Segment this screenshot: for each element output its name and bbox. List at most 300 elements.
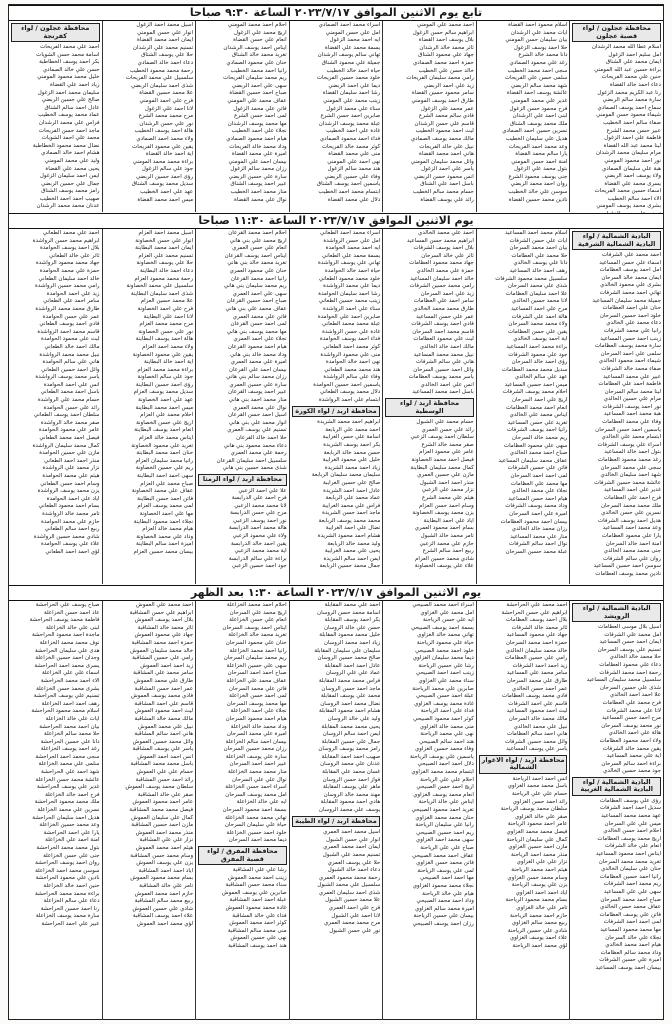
candidate-name: مازن احمد حسين الغزاوي (508, 844, 568, 851)
candidate-name: حلا محمد علي العظامات (511, 252, 568, 259)
candidate-name: بسمة محمد علي الطعاني (322, 252, 381, 259)
candidate-name: حازم علي محمد الحوامدة (41, 518, 100, 525)
candidate-name: شادي علي حسين العموش (132, 905, 194, 912)
candidate-name: رزان محمد خالد الخالدي (511, 526, 568, 533)
candidate-name: مرح احمد حسن المساعيد (601, 715, 661, 722)
candidate-name: يسرى محمد احمد الحراحشة (34, 662, 100, 669)
candidate-name: ايناس محمد خالد العزام (138, 435, 194, 442)
session-columns (9, 601, 663, 1020)
candidate-name: يقين احمد خالد الدرابسة (230, 540, 287, 547)
candidate-name: نهى علي محمد الرياحنة (420, 731, 474, 738)
candidate-name: مرام علي حسين الخالدي (603, 396, 661, 403)
candidate-name: بيسان احمد علي القرعان (228, 366, 287, 373)
candidate-name: لمى احمد احمد السرحان (510, 473, 568, 479)
candidate-name: تهاني سالم يوسف الرشدان (317, 52, 381, 59)
candidate-name: منذر احمد احمد الطعاني (43, 457, 100, 464)
district-title: البادية الشمالية / لواء الرويشد (572, 603, 661, 622)
candidate-name: يقين علي حسن العظامات (507, 328, 568, 335)
candidate-name: نجلاء علي خالد السرحان (605, 934, 661, 941)
name-column (289, 229, 383, 584)
candidate-name: صقر علي خالد المشاقبة (137, 791, 194, 798)
candidate-name: اسماء حسين محمد الفريحات (594, 188, 661, 195)
candidate-name: ايات علي حسن الشرفات (509, 237, 568, 244)
candidate-name: لانا احمد علي الشبول (331, 912, 381, 919)
candidate-name: ريم محمد خالد السرحان (511, 435, 568, 442)
candidate-name: نزار علي علي المشاقبة (139, 837, 194, 844)
candidate-name: علاء علي يوسف الحوامدة (40, 541, 100, 548)
candidate-name: علاء احمد يوسف المشاقبة (132, 913, 194, 920)
candidate-name: شهد احمد سليمان الخالدي (600, 472, 661, 479)
candidate-name: شادي محمد حسين الرواشدة (33, 533, 100, 540)
candidate-name: هالة محمد احمد الدرابسة (229, 525, 287, 532)
candidate-name: سليمان محمد سليمان الربابعة (311, 472, 381, 479)
candidate-name: وائل احمد حسين الطعاني (41, 366, 100, 373)
candidate-name: غادة محمد يوسف الغزاوي (414, 700, 474, 707)
candidate-name: وائل محمد حسين العموش (132, 738, 194, 745)
candidate-name: صباح يوسف علي الحراحشة (35, 602, 100, 608)
candidate-name: ابراهيم محمد حسن الرواشدة (32, 237, 100, 244)
candidate-name: تغريد محمد محمد السرحان (598, 858, 661, 865)
candidate-name: ميس علي علي السرحان (604, 820, 661, 827)
candidate-name: رامز محمد يوسف الروسان (318, 746, 381, 753)
candidate-name: لينا محمد عبد الله القضاة (603, 142, 661, 149)
candidate-name: انوار علي حسن الشبول (326, 836, 381, 843)
candidate-name: بتول احمد خالد المساعيد (604, 449, 661, 456)
candidate-name: ايمن احمد سالم الشريدة (323, 555, 381, 562)
candidate-name: ثائر علي خالد الطعاني (49, 252, 100, 259)
candidate-name: سارة محمد يوسف العظامات (594, 343, 661, 350)
district-title: محافظة اربد / لواء الكورة (292, 406, 381, 418)
candidate-name: عفاف محمد حسن الخالدي (599, 904, 661, 911)
candidate-name: ياسر علي يوسف المشاقبة (132, 746, 194, 753)
candidate-name: فيصل محمد محمد الغزاوي (506, 829, 568, 836)
candidate-name: فداء علي خالد المشاقبة (232, 912, 287, 919)
candidate-name: حازم علي محمد الزعبي (419, 540, 474, 547)
candidate-name: زينب احمد محمد العموش (228, 874, 287, 881)
candidate-name: امل سليم احمد الزغول (608, 51, 661, 58)
candidate-name: ياسمين احمد يوسف الشناق (316, 181, 381, 188)
candidate-name: اية احمد يوسف الخالدي (513, 336, 568, 343)
candidate-name: عهد علي سالم الخالدي (514, 374, 568, 381)
candidate-name: حازم احمد محمد العموش (134, 890, 194, 897)
candidate-name: انعام علي حسن العمري (232, 245, 287, 252)
candidate-name: اميرة علي محمد السرحان (226, 731, 287, 738)
candidate-name: بلال احمد يوسف الحوامدة (39, 245, 100, 252)
candidate-name: شهد احمد علي الحراحشة (41, 769, 100, 776)
candidate-name: رنا احمد حسين الحراحشة (40, 905, 100, 912)
candidate-name: اياد احمد احمد الغزاوي (515, 889, 568, 896)
candidate-name: رغد علي محمود الصمادي (509, 59, 568, 66)
candidate-name: فرح محمد علي العظامات (602, 699, 661, 706)
candidate-name: احلام محمد علي العزام (140, 412, 194, 419)
candidate-name: ميس احمد حسين المساعيد (504, 381, 568, 388)
candidate-name: فاتن علي محمد العمري (232, 313, 287, 320)
candidate-name: غسان محمد علي المقابلة (322, 769, 381, 776)
candidate-name: فادي احمد يوسف الطعاني (39, 321, 100, 328)
candidate-name: هادي احمد محمود المقابلة (320, 799, 381, 806)
candidate-name: عدنان علي محمد الروسان (320, 761, 381, 768)
candidate-name: منار علي محمد المساعيد (510, 533, 568, 540)
candidate-name: رؤى علي يوسف العظامات (599, 797, 661, 804)
candidate-name: هيثم احمد محمد الرياحنة (511, 867, 568, 873)
candidate-name: خليل علي محمود الغرايبة (322, 457, 381, 464)
candidate-name: عهد علي احمد الخصاونة (138, 397, 194, 404)
candidate-name: رحمة احمد محمد الشرفات (599, 669, 661, 676)
candidate-name: لمى احمد احمد الشرفات (603, 919, 661, 926)
candidate-name: ايمان محمد علي الشناق (605, 59, 661, 66)
candidate-name: نزار محمد علي الزعبي (421, 487, 474, 494)
candidate-name: مالك محمد خالد السرحان (508, 715, 568, 722)
candidate-name: سلطان احمد يوسف الزعبي (410, 434, 474, 441)
candidate-name: وليد محمد خالد الربابعة (327, 540, 381, 547)
candidate-name: انعام علي خالد الشرفات (605, 843, 661, 850)
candidate-name: يحيى محمد محمد المقابلة (321, 723, 381, 730)
candidate-name: شذى احمد سليمان العمري (318, 889, 381, 896)
candidate-name: عامر علي محمود العزام (419, 449, 474, 456)
candidate-name: ولاء محمد محمد السرحان (508, 321, 568, 328)
candidate-name: شذى احمد سليمان البطاينة (130, 290, 194, 297)
candidate-name: مها احمد احمد الصبيحي (420, 875, 474, 882)
candidate-name: ديما محمد سليمان الغزاوي (412, 655, 474, 662)
name-column (102, 21, 196, 212)
candidate-name: روان احمد يوسف الحراحشة (35, 860, 100, 867)
candidate-name: اسامة محمد حسن الروسان (317, 609, 381, 616)
candidate-name: نزار علي علي الغزاوي (516, 859, 568, 866)
candidate-name: سامر محمد علي المساعيد (506, 670, 568, 677)
candidate-name: مالك احمد خالد الطعاني (44, 343, 100, 350)
candidate-name: جود احمد حسين الزعبي (231, 563, 287, 570)
candidate-name: انس احمد احمد العموش (137, 753, 194, 760)
candidate-name: سهى علي محمود العظامات (503, 442, 568, 449)
candidate-name: رزان احمد يوسف الصبيحي (412, 920, 474, 927)
candidate-name: اميرة محمد سالم الغزاوي (414, 905, 474, 912)
candidate-name: اريج محمد علي بني هاني (229, 237, 287, 244)
candidate-name: ماجد احمد حسن الشريدة (322, 510, 381, 517)
candidate-name: هالة علي احمد الخالدي (608, 730, 661, 737)
candidate-name: سلسبيل علي محمد الفريحات (125, 75, 194, 82)
candidate-name: وداد علي محمد الخصاونة (136, 533, 194, 540)
candidate-name: يقين محمد خالد الشرفات (602, 745, 661, 752)
candidate-name: عبير احمد احمد السرحان (229, 761, 287, 768)
candidate-name: غادة علي احمد الخطيب (326, 128, 381, 135)
candidate-name: زياد احمد محمد الشريدة (324, 464, 381, 471)
candidate-name: حياة علي سليمان السرحان (224, 822, 287, 829)
candidate-name: مها محمد يوسف الرشدان (227, 120, 287, 127)
district-title: محافظة اربد / لواء الوسطية (385, 398, 474, 417)
candidate-name: بيسان احمد علي المومني (228, 158, 287, 165)
candidate-name: عادل احمد احمد الشريدة (323, 487, 381, 494)
candidate-name: كمال علي سليمان العموش (131, 814, 194, 821)
candidate-name: ربيع احمد سالم الطعاني (44, 526, 100, 533)
candidate-name: اريج محمد علي السرحان (229, 609, 287, 616)
candidate-name: جهاد علي محمود العموش (134, 632, 194, 639)
candidate-name: رانيا محمد سليمان العزام (135, 457, 194, 464)
candidate-name: امنة احمد حسن المومني (511, 158, 568, 165)
candidate-name: نادين محمد حسين القضاة (508, 196, 568, 203)
candidate-name: ابراهيم علي حسن الحراحشة (501, 609, 568, 616)
candidate-name: لؤي احمد احمد الطعاني (45, 548, 100, 555)
candidate-name: ايناس احمد يوسف السرحان (222, 624, 287, 631)
district-title: محافظة اربد / لواء الاغوار الشمالية (479, 755, 568, 774)
candidate-name: عائشة محمد حسن الخزاعلة (35, 776, 100, 783)
candidate-name: عبلة محمد محمد الطعاني (322, 321, 381, 328)
candidate-name: براءة احمد سالم السرحان (601, 760, 661, 767)
candidate-name: اميرة علي حسين الشرفات (599, 957, 661, 964)
candidate-name: بسام محمد محمود العموش (130, 875, 194, 882)
candidate-name: رانيا احمد محمد الخزاعلة (229, 647, 287, 654)
candidate-name: ايمان احمد محمد العمري (323, 844, 381, 851)
candidate-name: احمد علي محمد الخالدي (418, 230, 474, 236)
candidate-name: ايات محمد علي الرشدان (510, 29, 568, 36)
candidate-name: دعاء احمد خالد القضاة (609, 81, 661, 88)
candidate-name: ايناس احمد يوسف الرشدان (223, 44, 287, 51)
candidate-name: نسرين حسين احمد الصمادي (502, 128, 568, 135)
candidate-name: ابراهيم علي حسن المشاقبة (129, 609, 194, 616)
candidate-name: تامر علي خالد المشاقبة (139, 882, 194, 889)
candidate-name: ثائر محمد خالد الشرفات (511, 624, 568, 631)
candidate-name: ياسمين احمد حسين الحوامدة (313, 381, 381, 388)
candidate-name: عماد محمد علي الربابعة (325, 495, 381, 502)
candidate-name: تامر علي خالد الغزاوي (516, 904, 568, 911)
candidate-name: وسام احمد حسن العزام (418, 502, 474, 509)
candidate-name: هيثم علي محمد الشرع (422, 495, 474, 501)
candidate-name: اسيل محمد احمد العمري (323, 829, 381, 836)
candidate-name: هيثم احمد محمد العموش (135, 845, 194, 851)
candidate-name: اريج محمد علي الزغول (233, 29, 287, 36)
candidate-name: عاد احمد حسن الخزاعلة (44, 609, 100, 616)
district-title: البادية الشمالية / لواء البادية الشمالية الغربية (572, 777, 661, 796)
candidate-name: عمر احمد حسن المشاقبة (134, 685, 194, 692)
candidate-name: عمر محمد علي الزغول (420, 105, 474, 112)
candidate-name: هيام احمد محمد الخالدي (605, 942, 661, 949)
candidate-name: حنان علي محمود الصمادي (226, 59, 287, 66)
candidate-name: رؤى احمد خالد السرحان (511, 359, 568, 366)
candidate-name: سهى علي احمد العمري (232, 290, 287, 297)
candidate-name: عبلة احمد احمد المشاقبة (229, 897, 287, 904)
candidate-name: اسيل محمد احمد العزام (138, 230, 194, 236)
candidate-name: سارة محمد يوسف الخزاعلة (35, 913, 100, 920)
candidate-name: ثائر محمد خالد المشاقبة (137, 624, 194, 631)
candidate-name: ابراهيم احمد محمد الشريدة (317, 419, 381, 426)
candidate-name: دانا علي يوسف الخالدي (513, 260, 568, 267)
candidate-name: ايناس علي خالد الرياحنة (418, 799, 474, 806)
candidate-name: هاني علي سالم الشرفات (415, 359, 474, 366)
candidate-name: اسيل بلال موسى العظامات (598, 624, 661, 630)
candidate-name: اسامة محمد حسن الشويات (36, 51, 100, 58)
candidate-name: منى محمد سالم المشاقبة (227, 927, 287, 934)
candidate-name: كمال محمد سليمان الرواشدة (32, 442, 100, 449)
candidate-name: رغد احمد يوسف الخزاعلة (40, 746, 100, 753)
candidate-name: كمال محمد سليمان البطاينة (410, 464, 474, 471)
candidate-name: عامر احمد محمود العموش (132, 799, 194, 806)
candidate-name: جمال علي حسين الربضي (41, 180, 100, 187)
candidate-name: زيد علي احمد الربضي (423, 82, 474, 89)
candidate-name: ماهر علي يوسف المقابلة (322, 784, 381, 791)
candidate-name: امل محمد علي الشرفات (604, 631, 661, 638)
candidate-name: صباح علي علي الرياحنة (420, 845, 474, 851)
candidate-name: فرح علي احمد العمري (328, 905, 381, 912)
candidate-name: انعام احمد محمد العظامات (505, 404, 568, 411)
candidate-name: شذى علي حسين السرحان (599, 684, 661, 691)
candidate-name: دلال علي محمد القضاة (327, 196, 381, 203)
candidate-name: دلال محمد يوسف الطعاني (320, 389, 381, 396)
candidate-name: نبيل علي خالد الفريحات (419, 143, 474, 150)
candidate-name: غادة علي حسن الرواشدة (322, 328, 381, 335)
candidate-name: اية محمد محمد الزعبي (234, 548, 287, 555)
candidate-name: صالح محمد حسين الروسان (317, 655, 381, 662)
candidate-name: فداء علي احمد الرياحنة (420, 708, 474, 715)
candidate-name: نضال علي احمد الغرايبة (325, 525, 381, 532)
candidate-name: نور محمد يوسف السرحان (601, 722, 661, 729)
candidate-name: احلام احمد محمد الخزاعلة (226, 602, 287, 608)
candidate-name: ابراهيم محمد حسن المساعيد (406, 237, 474, 244)
candidate-name: ايمن احمد سليمان الزغول (39, 173, 100, 180)
candidate-name: منار محمد احمد الخطيب (230, 189, 287, 196)
candidate-name: منار محمد احمد بني هاني (228, 397, 287, 404)
candidate-name: انس محمود حسن الربضي (413, 173, 474, 180)
candidate-name: مرح محمد محمد العمري (323, 920, 381, 927)
candidate-name: بيسان علي حسين الرياحنة (413, 913, 474, 920)
candidate-name: رامز محمد يوسف الشناق (41, 188, 100, 195)
candidate-name: لانا احمد علي البطاينة (143, 313, 194, 320)
candidate-name: سامر احمد علي الطعاني (43, 298, 100, 305)
candidate-name: سارة محمد سالم الربضي (602, 97, 661, 104)
candidate-name: كوثر محمد خالد الفريحات (321, 143, 381, 150)
candidate-name: انس احمد احمد الرياحنة (512, 775, 568, 782)
candidate-name: زيد احمد احمد الشرفات (512, 662, 568, 669)
candidate-name: الاء احمد محمد الحراحشة (40, 677, 100, 684)
candidate-name: يسرى محمد علي القضاة (604, 180, 661, 187)
candidate-name: مهند محمد خالد الروسان (323, 791, 381, 798)
candidate-name: ريم محمد سليمان بني هاني (223, 283, 287, 290)
candidate-name: دعاء احمد خالد البطاينة (140, 267, 194, 274)
candidate-name: رانيا احمد محمد الخطيب (230, 67, 287, 74)
candidate-name: ريم محمد سليمان السرحان (223, 655, 287, 662)
candidate-name: مازن علي حسين الحوامدة (39, 450, 100, 457)
candidate-name: صالح علي حسين الربضي (41, 97, 100, 104)
candidate-name: وداد محمد خالد بني هاني (229, 351, 287, 358)
candidate-name: هديل احمد سليمان الحراحشة (32, 814, 100, 821)
candidate-name: رهف احمد خالد المساعيد (509, 267, 568, 274)
name-column (382, 229, 476, 584)
candidate-name: ياسمين احمد حسن السرحان (595, 426, 661, 433)
candidate-name: نسرين علي محمد الخزاعلة (37, 807, 100, 814)
candidate-name: ياسر علي احمد الزغول (421, 166, 474, 173)
candidate-name: يزن علي يوسف العموش (136, 860, 194, 867)
candidate-name: خالد حسن علي الخطيب (418, 67, 474, 74)
candidate-name: رشا علي علي المشاقبة (232, 867, 287, 873)
candidate-name: بسام احمد محمود العمري (414, 525, 474, 532)
candidate-name: علا احمد احمد الخالدي (609, 692, 661, 699)
candidate-name: عماد علي علي الروسان (325, 670, 381, 677)
candidate-name: انس علي احمد الحوامدة (43, 381, 100, 388)
candidate-name: ياسر علي يوسف المساعيد (506, 746, 568, 753)
candidate-name: حنان علي سليمان الخالدي (601, 866, 661, 873)
candidate-name: امنة احمد خالد السرحان (605, 540, 661, 547)
candidate-name: اية احمد خالد البطاينة (144, 359, 194, 366)
candidate-name: زينب احمد حسن المساعيد (600, 335, 661, 342)
candidate-name: صقر محمد خالد الشرع (421, 441, 474, 448)
candidate-name: علا احمد سليمان العظامات (505, 290, 568, 297)
candidate-name: بيسان احمد يوسف المساعيد (595, 964, 661, 971)
candidate-name: باسل احمد محمد المساعيد (412, 389, 474, 396)
candidate-name: سديل محمد محمد العظامات (502, 366, 568, 373)
session-columns (9, 229, 663, 584)
candidate-name: رحمة محمد محمود العزام (134, 275, 194, 282)
name-column (476, 229, 570, 584)
candidate-name: اريج احمد حسن الصبيحي (416, 784, 474, 791)
candidate-name: حسن علي خالد الصمادي (42, 66, 100, 73)
candidate-name: ريم احمد حسين الصبيحي (416, 829, 474, 836)
candidate-name: علا محمد حسين العزام (140, 298, 194, 305)
candidate-name: ايه احمد محمد الزغول (329, 37, 381, 44)
candidate-name: جود محمد حسين الخالدي (603, 768, 661, 775)
candidate-name: ليث علي محمود الحوامدة (41, 336, 100, 343)
candidate-name: ربيع احمد سالم الشرع (422, 548, 474, 555)
candidate-name: احمد محمد علي الربابعة (325, 426, 381, 433)
candidate-name: عماد محمد يوسف الخطيب (38, 112, 100, 119)
candidate-name: عبلة احمد حسن الصبيحي (415, 693, 474, 700)
candidate-name: حنين علي محمد الفريحات (601, 74, 661, 81)
candidate-name: بكر احمد يوسف الشريدة (323, 441, 381, 448)
candidate-name: صباح احمد احمد السرحان (227, 670, 287, 677)
candidate-name: وفاء علي محمد العظامات (602, 419, 661, 426)
newspaper-page (8, 4, 664, 1020)
district-title: محافظة اربد / لواء الطيبة (292, 816, 381, 828)
candidate-name: خالد محمد سليمان الخالدي (505, 647, 568, 654)
candidate-name: سوسن محمد احمد الخزاعلة (35, 867, 100, 874)
candidate-name: خالد محمد سليمان العموش (130, 647, 194, 654)
candidate-name: ملك محمد يوسف الشناق (509, 120, 568, 127)
candidate-name: انوار علي حسن الخصاونة (135, 237, 194, 244)
candidate-name: لمى احمد حسن الشرع (234, 113, 287, 120)
candidate-name: فرح محمود حسن الزغول (509, 105, 568, 112)
candidate-name: منذر احمد احمد الشبول (419, 479, 474, 486)
candidate-name: علاء علي يوسف الخصاونة (414, 563, 474, 570)
candidate-name: امل احمد يوسف العظامات (599, 267, 661, 274)
candidate-name: ايمن احمد سالم الروسان (322, 731, 381, 738)
candidate-name: ابتسام علي احمد الرواشدة (318, 397, 381, 404)
candidate-name: غدير علي يوسف الحراحشة (37, 784, 100, 791)
candidate-name: ريم علي حسين الخصاونة (135, 465, 194, 472)
candidate-name: ليث احمد محمود العموش (134, 708, 194, 715)
candidate-name: يقين علي محمود الخصاونة (132, 351, 194, 358)
candidate-name: تسنيم محمد علي الرشدان (132, 44, 194, 51)
candidate-name: عمر علي حسن المساعيد (416, 313, 474, 320)
candidate-name: سامر محمود حسين القضاة (411, 90, 474, 97)
candidate-name: رانيا علي محمد الشرفات (603, 327, 661, 334)
candidate-name: اميرة احمد سالم البطاينة (136, 541, 194, 548)
candidate-name: ديما علي محمد الرواشدة (323, 283, 381, 290)
candidate-name: تهاني محمد خالد الغزاوي (417, 632, 474, 639)
candidate-name: اسراء محمد احمد الصمادي (318, 22, 381, 28)
candidate-name: جهاد محمد محمود العظامات (409, 260, 474, 267)
candidate-name: سجى محمد احمد الحراحشة (35, 753, 100, 760)
candidate-name: صابرين احمد حسن الشرع (320, 113, 381, 120)
candidate-name: زيد احمد احمد العموش (140, 662, 194, 669)
candidate-name: رامي محمد حسين الشرفات (409, 283, 474, 290)
candidate-name: نادين علي محمود الحراحشة (35, 875, 100, 882)
candidate-name: رشا احمد سليمان القضاة (322, 90, 381, 97)
candidate-name: انعام علي حسن الخزاعلة (229, 617, 287, 624)
candidate-name: ليث علي محمود العظامات (413, 336, 474, 343)
candidate-name: لؤي محمد احمد العموش (136, 920, 194, 927)
candidate-name: بسام احمد محمود الطعاني (38, 503, 100, 510)
candidate-name: حسام محمد سالم الخطيب (412, 189, 474, 196)
candidate-name: نور احمد يوسف الشرفات (602, 403, 661, 410)
candidate-name: هديل علي سليمان الخطيب (505, 135, 568, 142)
candidate-name: براءة محمد محمد الحراحشة (35, 890, 100, 897)
